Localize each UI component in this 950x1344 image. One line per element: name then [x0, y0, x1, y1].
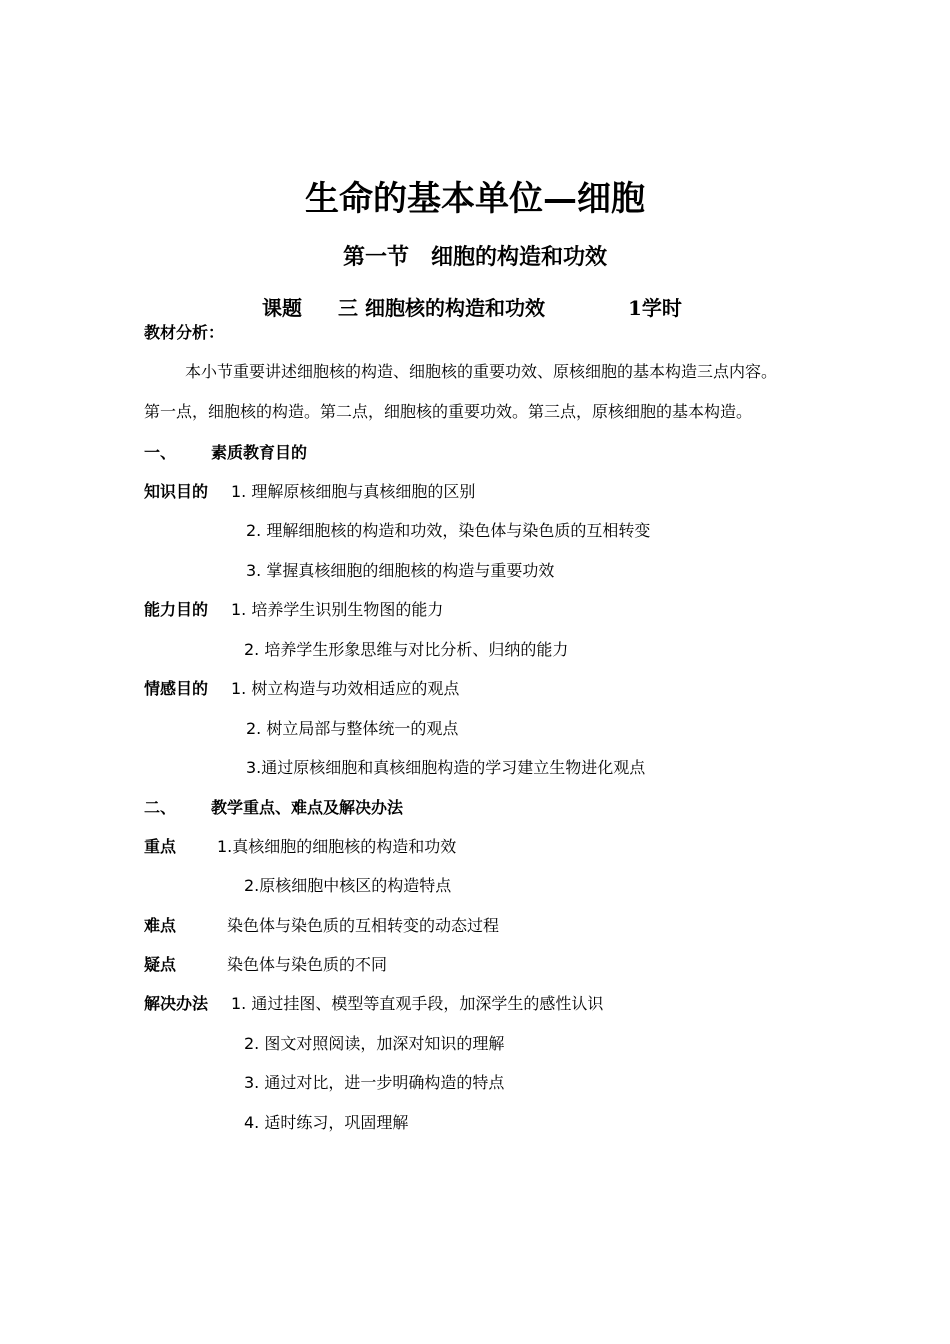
solution-item: 2. 图文对照阅读，加深对知识的理解	[244, 1034, 505, 1053]
lesson-label: 课题	[262, 296, 302, 320]
lesson-hours: 1学时	[628, 296, 682, 320]
part2-heading: 教学重点、难点及解决办法	[211, 798, 404, 817]
emotion-item: 2. 树立局部与整体统一的观点	[246, 719, 459, 738]
ability-label: 能力目的	[144, 600, 209, 619]
emotion-item: 3.通过原核细胞和真核细胞构造的学习建立生物进化观点	[246, 758, 646, 777]
emotion-item: 1. 树立构造与功效相适应的观点	[231, 679, 460, 698]
doubt-point-text: 染色体与染色质的不同	[227, 955, 388, 974]
solution-label: 解决办法	[144, 994, 209, 1013]
knowledge-label: 知识目的	[144, 482, 209, 501]
key-point-label: 重点	[144, 837, 177, 856]
doubt-point-label: 疑点	[144, 955, 177, 974]
emotion-label: 情感目的	[144, 679, 209, 698]
document-title: 生命的基本单位—细胞	[305, 179, 645, 219]
difficult-point-label: 难点	[144, 916, 177, 935]
lesson-topic: 三 细胞核的构造和功效	[338, 296, 545, 320]
difficult-point-text: 染色体与染色质的互相转变的动态过程	[227, 916, 500, 935]
solution-item: 3. 通过对比，进一步明确构造的特点	[244, 1073, 505, 1092]
knowledge-item: 3. 掌握真核细胞的细胞核的构造与重要功效	[246, 561, 555, 580]
key-point-item: 2.原核细胞中核区的构造特点	[244, 876, 452, 895]
analysis-heading: 教材分析：	[144, 323, 225, 342]
part1-number: 一、	[144, 443, 177, 462]
analysis-paragraph-2: 第一点，细胞核的构造。第二点，细胞核的重要功效。第三点，原核细胞的基本构造。	[144, 402, 753, 421]
solution-item: 4. 适时练习，巩固理解	[244, 1113, 409, 1132]
analysis-paragraph-1: 本小节重要讲述细胞核的构造、细胞核的重要功效、原核细胞的基本构造三点内容。	[185, 362, 778, 381]
knowledge-item: 2. 理解细胞核的构造和功效，染色体与染色质的互相转变	[246, 521, 651, 540]
solution-item: 1. 通过挂图、模型等直观手段，加深学生的感性认识	[231, 994, 604, 1013]
key-point-item: 1.真核细胞的细胞核的构造和功效	[217, 837, 457, 856]
knowledge-item: 1. 理解原核细胞与真核细胞的区别	[231, 482, 476, 501]
ability-item: 1. 培养学生识别生物图的能力	[231, 600, 444, 619]
ability-item: 2. 培养学生形象思维与对比分析、归纳的能力	[244, 640, 569, 659]
part2-number: 二、	[144, 798, 177, 817]
section-title: 第一节 细胞的构造和功效	[342, 244, 607, 270]
part1-heading: 素质教育目的	[211, 443, 308, 462]
